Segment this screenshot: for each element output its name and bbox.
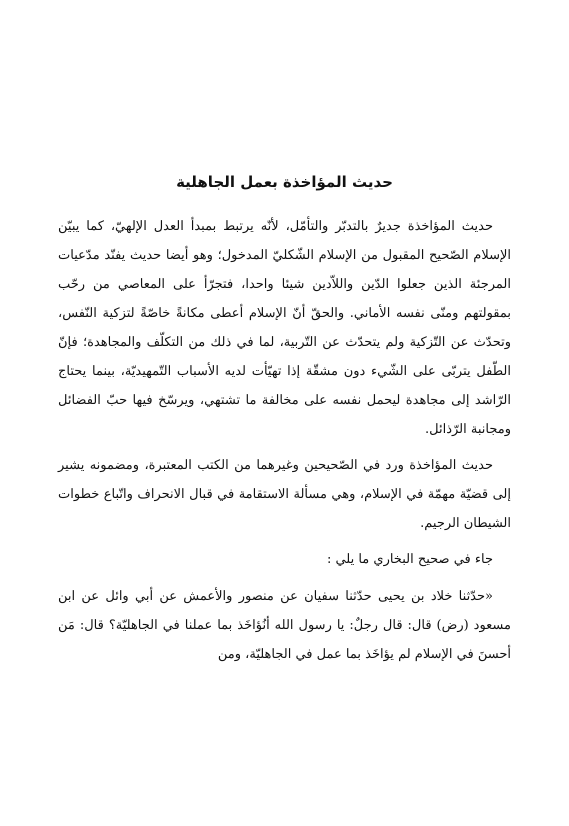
- paragraph-bukhari-intro: جاء في صحيح البخاري ما يلي :: [326, 552, 493, 567]
- paragraph-intro: حديث المؤاخذة جديرٌ بالتدبّر والتأمّل، لأنّه يرتبط بمبدأ العدل الإلهيّ، كما يبيّن الإسلام الصّحيح المقبول من الإسلام الشّكليّ المدخول؛ وهو أيضا حديث يفنّد مدّعيات المرجئة الذين جعلوا الدّين واللاّدين شيئا واحدا، فتجرّأ على المعاصي من رحّب بمقولتهم ومنّى نفسه الأماني. والحقّ أنّ الإسلام أعطى مكانةً خاصّةً لتزكية النّفس، وتحدّث عن التّزكية ولم يتحدّث عن التّربية، لما في ذلك من التكلّف والمجاهدة؛ فإنّ الطّفل يتربّى على الشّيء دون مشقّة إذا تهيّأت لديه الأسباب التّمهيديّة، بينما يحتاج الرّاشد إلى مجاهدة ليحمل نفسه على مخالفة ما تشتهي، ويرسّخ فيها حبّ الفضائل ومجانبة الرّذائل.: [58, 219, 511, 437]
- page-body: [58, 172, 511, 676]
- paragraph-hadith-quote: «حدّثنا خلاد بن يحيى حدّثنا سفيان عن منصور والأعمش عن أبي وائل عن ابن مسعود (رض) قال: قال رجلٌ: يا رسول الله أنُؤاخَذ بما عملنا في الجاهليّة؟ قال: مَن أحسنَ في الإسلام لم يؤاخَذ بما عمل في الجاهليّة، ومن: [58, 589, 511, 662]
- section-heading: حديث المؤاخذة بعمل الجاهلية: [176, 173, 393, 191]
- paragraph-hadith-source: حديث المؤاخذة ورد في الصّحيحين وغيرهما من الكتب المعتبرة، ومضمونه يشير إلى قضيّة مهمّة في الإسلام، وهي مسألة الاستقامة في قبال الانحراف واتّباع خطوات الشيطان الرجيم.: [58, 458, 511, 531]
